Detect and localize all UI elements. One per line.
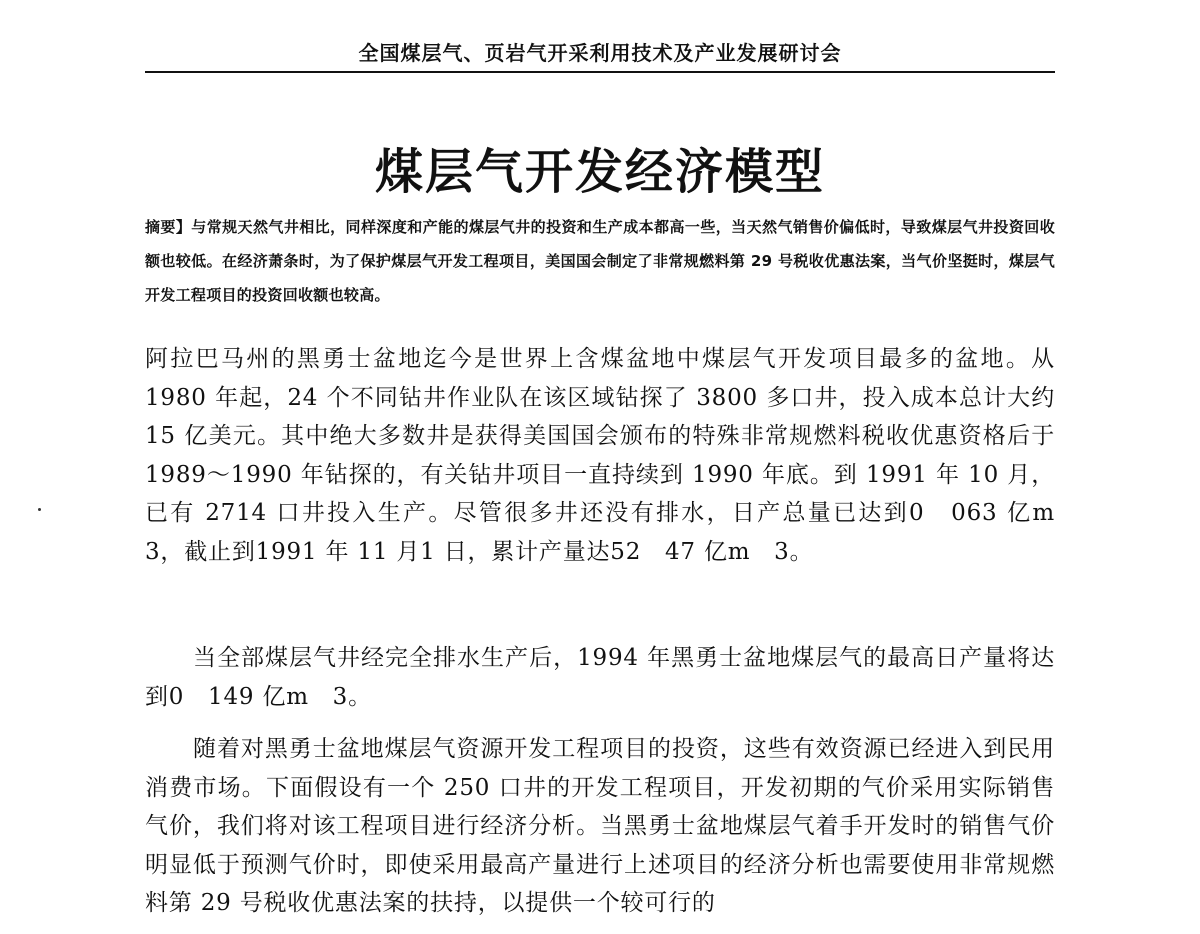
scan-speck [38,508,41,511]
abstract-text: 与常规天然气井相比，同样深度和产能的煤层气井的投资和生产成本都高一些，当天然气销售价偏低时，导致煤层气井投资回收额也较低。在经济萧条时，为了保护煤层气开发工程项目，美国国会制定了非常规燃料第 29 号税收优惠法案，当气价坚挺时，煤层气开发工程项目的投资回收额也较高。 [145,218,1055,304]
abstract-label: 摘要】 [145,218,192,236]
body-paragraph-3: 随着对黑勇士盆地煤层气资源开发工程项目的投资，这些有效资源已经进入到民用消费市场。下面假设有一个 250 口井的开发工程项目，开发初期的气价采用实际销售气价，我们将对该工程项目进行经济分析。当黑勇士盆地煤层气着手开发时的销售气价明显低于预测气价时，即使采用最高产量进行上述项目的经济分析也需要使用非常规燃料第 29 号税收优惠法案的扶持，以提供一个较可行的 [145,736,1055,916]
paper-title: 煤层气开发经济模型 [374,144,825,201]
body-paragraph-1: 阿拉巴马州的黑勇士盆地迄今是世界上含煤盆地中煤层气开发项目最多的盆地。从 1980 年起，24 个不同钻井作业队在该区域钻探了 3800 多口井，投入成本总计大约 15 亿美元。其中绝大多数井是获得美国国会颁布的特殊非常规燃料税收优惠资格后于 1989～1990 年钻探的，有关钻井项目一直持续到 1990 年底。到 1991 年 10 月，已有 2714 口井投入生产。尽管很多井还没有排水，日产总量已达到0 063 亿m 3，截止到1991 年 11 月1 日，累计产量达52 47 亿m 3。 [145,346,1079,565]
abstract [145,210,1055,312]
running-header: 全国煤层气、页岩气开采利用技术及产业发展研讨会 [358,41,842,65]
header-rule [145,71,1055,73]
body-paragraph-2: 当全部煤层气井经完全排水生产后，1994 年黑勇士盆地煤层气的最高日产量将达到0 149 亿m 3。 [145,645,1055,710]
